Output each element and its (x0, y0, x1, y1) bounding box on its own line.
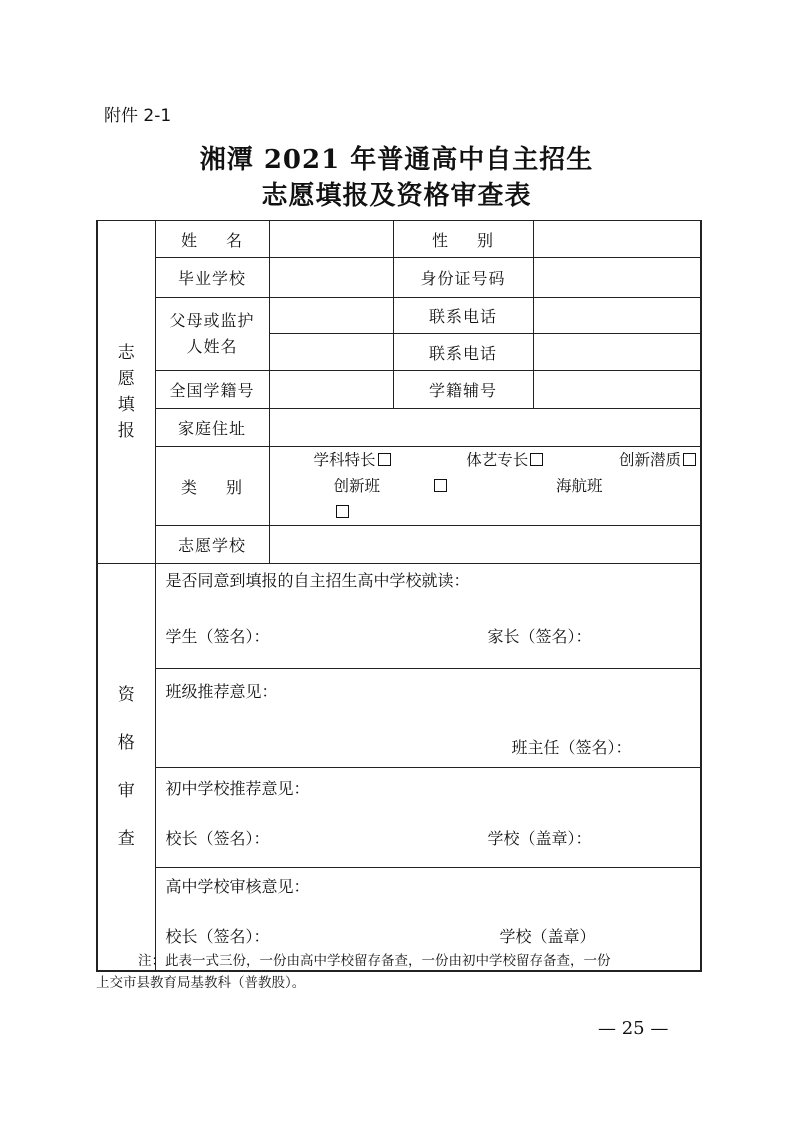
high-school-seal-label: 学校（盖章） (499, 927, 596, 946)
checkbox-icon[interactable] (434, 479, 447, 492)
name-field[interactable] (269, 221, 393, 258)
agree-question: 是否同意到填报的自主招生高中学校就读： (165, 571, 470, 590)
category-option-subject[interactable]: 学科特长 (314, 447, 391, 473)
phone-label-1: 联系电话 (393, 298, 533, 334)
guardian-name-field-1[interactable] (269, 298, 393, 334)
student-sign-label: 学生（签名）： (165, 627, 270, 646)
target-school-field[interactable] (269, 526, 701, 564)
page-number: — 25 — (598, 1018, 669, 1039)
footnote: 注：此表一式三份，一份由高中学校留存备查，一份由初中学校留存备查，一份 上交市县教育局基教科（普教股）。 (96, 953, 611, 991)
middle-school-seal-label: 学校（盖章）： (487, 829, 592, 848)
target-school-label: 志愿学校 (155, 526, 269, 564)
checkbox-icon[interactable] (378, 453, 391, 466)
guardian-label: 父母或监护 人姓名 (155, 298, 269, 371)
middle-principal-sign-label: 校长（签名）： (165, 829, 270, 848)
category-option-innovation[interactable]: 创新潜质 (619, 447, 696, 473)
section-application: 志愿填报 (97, 221, 155, 564)
checkbox-icon[interactable] (336, 505, 349, 518)
address-label: 家庭住址 (155, 409, 269, 447)
high-principal-sign-label: 校长（签名）： (165, 927, 270, 946)
form-subtitle: 志愿填报及资格审查表 (261, 181, 532, 211)
aux-no-label: 学籍辅号 (393, 371, 533, 409)
parent-sign-label: 家长（签名）： (487, 627, 592, 646)
phone-label-2: 联系电话 (393, 334, 533, 371)
form-title: 湘潭 2021 年普通高中自主招生 (199, 145, 594, 175)
middle-opinion-label: 初中学校推荐意见： (165, 779, 310, 798)
school-field[interactable] (269, 258, 393, 298)
high-opinion-label: 高中学校审核意见： (165, 877, 310, 896)
gender-label: 性 别 (393, 221, 533, 258)
id-number-field[interactable] (533, 258, 701, 298)
class-opinion-label: 班级推荐意见： (165, 682, 278, 701)
gender-field[interactable] (533, 221, 701, 258)
category-label: 类 别 (155, 447, 269, 526)
id-number-label: 身份证号码 (393, 258, 533, 298)
checkbox-icon[interactable] (530, 453, 543, 466)
name-label: 姓 名 (155, 221, 269, 258)
guardian-name-field-2[interactable] (269, 334, 393, 371)
class-opinion-block (155, 669, 701, 768)
attachment-label: 附件 2-1 (104, 106, 172, 126)
agreement-block (155, 564, 701, 669)
application-form-table (96, 220, 702, 972)
aux-no-field[interactable] (533, 371, 701, 409)
national-no-field[interactable] (269, 371, 393, 409)
national-no-label: 全国学籍号 (155, 371, 269, 409)
checkbox-icon[interactable] (683, 453, 696, 466)
address-field[interactable] (269, 409, 701, 447)
middle-school-opinion-block (155, 768, 701, 868)
category-options (269, 447, 701, 526)
category-option-aviation-class[interactable]: 海航班 (334, 477, 655, 521)
section-review: 资格审查 (97, 564, 155, 972)
school-label: 毕业学校 (155, 258, 269, 298)
category-option-arts[interactable]: 体艺专长 (466, 447, 543, 473)
category-option-innovation-class[interactable]: 创新班 (334, 477, 500, 495)
phone-field-1[interactable] (533, 298, 701, 334)
teacher-sign-label: 班主任（签名）： (511, 738, 632, 757)
phone-field-2[interactable] (533, 334, 701, 371)
